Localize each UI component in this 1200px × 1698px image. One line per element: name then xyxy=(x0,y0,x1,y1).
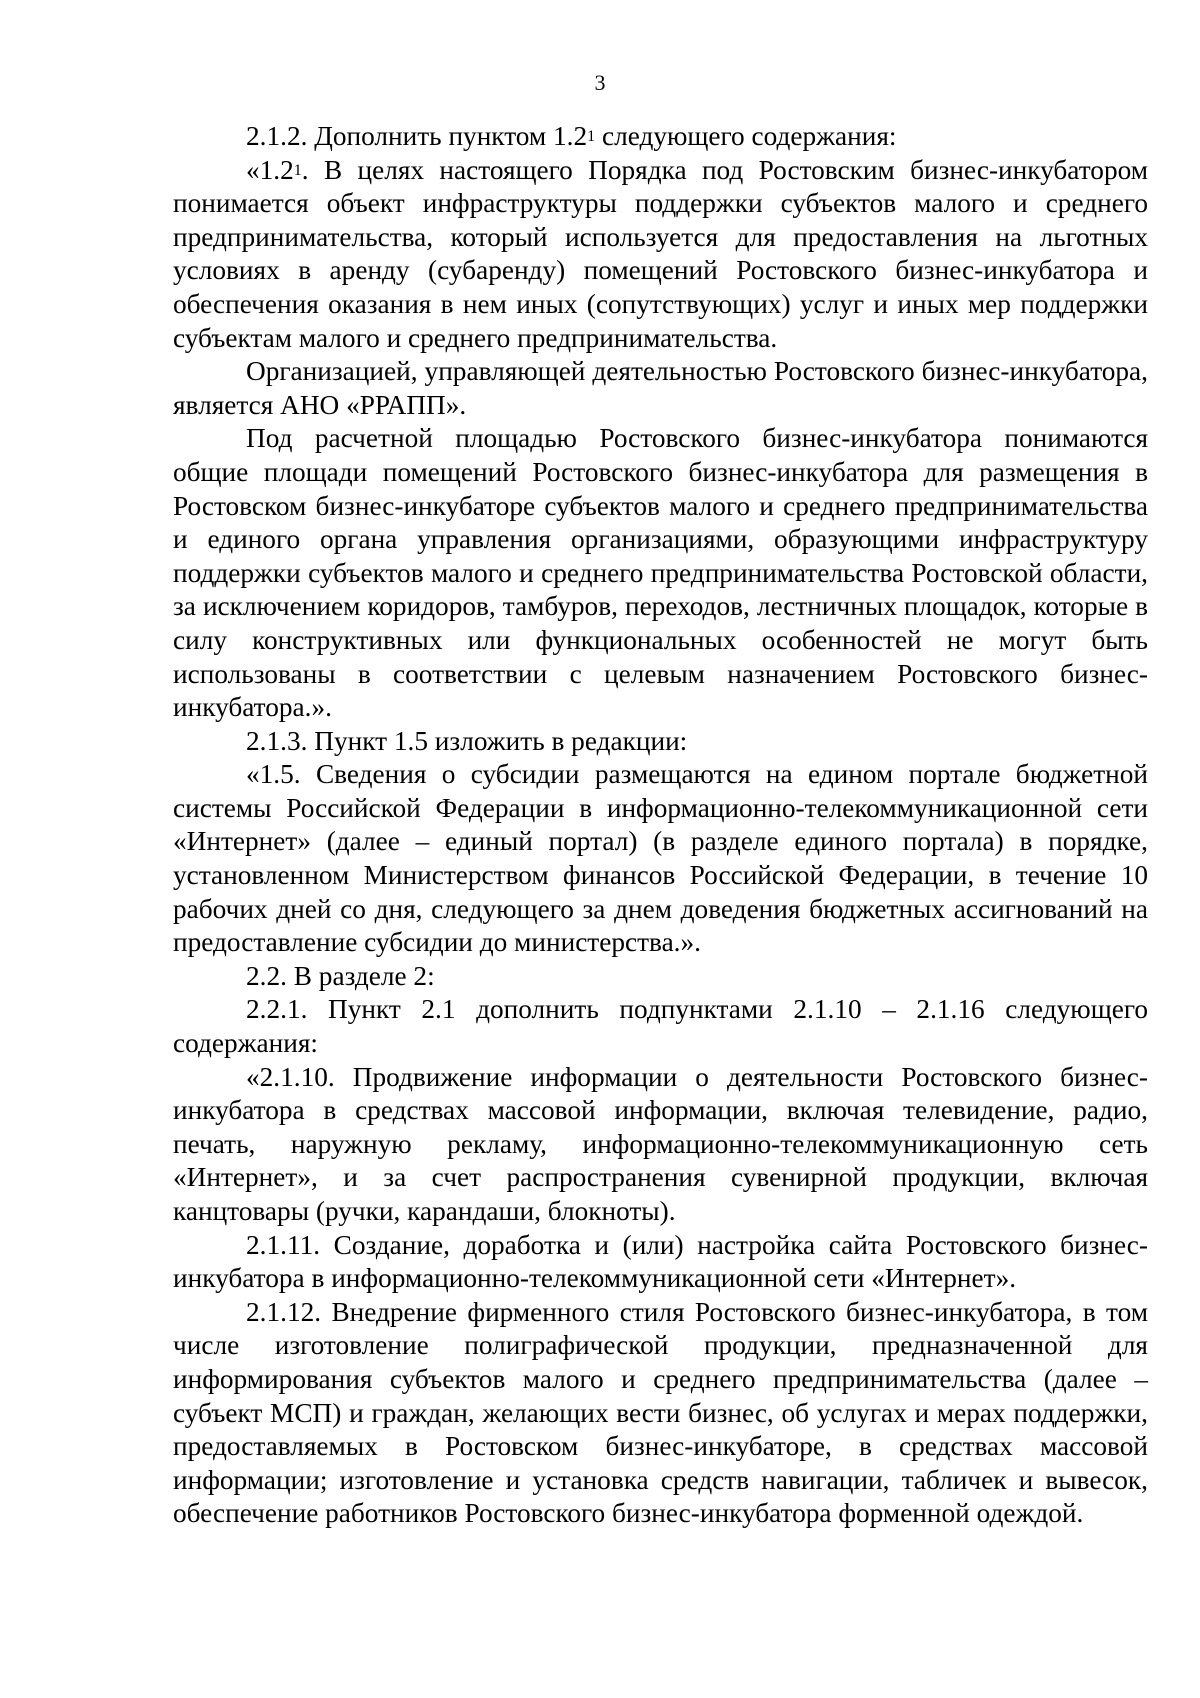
paragraph-text: 2.1.12. Внедрение фирменного стиля Ростовского бизнес-инкубатора, в том числе изготовление полиграфической продукции, предназначенной для информирования субъектов малого и среднего предпринимательства (далее – субъект МСП) и граждан, желающих вести бизнес, об услугах и мерах поддержки, предоставляемых в Ростовском бизнес-инкубаторе, в средствах массовой информации; изготовление и установка средств навигации, табличек и вывесок, обеспечение работников Ростовского бизнес-инкубатора форменной одеждой. xyxy=(173,1296,1148,1529)
paragraph-text: «1.5. Сведения о субсидии размещаются на едином портале бюджетной системы Российской Федерации в информационно-телекоммуникационной сети «Интернет» (далее – единый портал) (в разделе единого портала) в порядке, установленном Министерством финансов Российской Федерации, в течение 10 рабочих дней со дня, следующего за днем доведения бюджетных ассигнований на предоставление субсидии до министерства.». xyxy=(173,759,1148,958)
superscript: 1 xyxy=(293,161,302,179)
paragraph-text: 2.1.11. Создание, доработка и (или) настройка сайта Ростовского бизнес-инкубатора в информационно-телекоммуникационной сети «Интернет». xyxy=(173,1229,1148,1294)
superscript: 1 xyxy=(587,128,596,145)
paragraph-text: следующего содержания: xyxy=(595,121,897,151)
paragraph-1-2-1 xyxy=(173,154,1148,356)
paragraph-2-2 xyxy=(173,960,1148,994)
paragraph-1-5 xyxy=(173,758,1148,960)
paragraph-2-1-2 xyxy=(173,120,1148,154)
paragraph-text: Под расчетной площадью Ростовского бизнес-инкубатора понимаются общие площади помещений Ростовского бизнес-инкубатора для размещения в Ростовском бизнес-инкубаторе субъектов малого и среднего предпринимательства и единого органа управления организациями, образующими инфраструктуру поддержки субъектов малого и среднего предпринимательства Ростовской области, за исключением коридоров, тамбуров, переходов, лестничных площадок, которые в силу конструктивных или функциональных особенностей не могут быть использованы в соответствии с целевым назначением Ростовского бизнес-инкубатора.». xyxy=(173,423,1148,723)
paragraph-text: 2.1.3. Пункт 1.5 изложить в редакции: xyxy=(246,725,688,756)
paragraph-text: . В целях настоящего Порядка под Ростовским бизнес-инкубатором понимается объект инфраструктуры поддержки субъектов малого и среднего предпринимательства, который используется для предоставления на льготных условиях в аренду (субаренду) помещений Ростовского бизнес-инкубатора и обеспечения оказания в нем иных (сопутствующих) услуг и иных мер поддержки субъектам малого и среднего предпринимательства. xyxy=(173,154,1148,353)
paragraph-2-1-10 xyxy=(173,1061,1148,1229)
paragraph-2-2-1 xyxy=(173,993,1148,1060)
paragraph-text: 2.2.1. Пункт 2.1 дополнить подпунктами 2.1.10 – 2.1.16 следующего содержания: xyxy=(173,994,1148,1059)
page-number: 3 xyxy=(594,70,606,95)
paragraph-2-1-12 xyxy=(173,1296,1148,1531)
paragraph-text: 2.1.2. Дополнить пунктом 1.2 xyxy=(246,121,588,151)
paragraph-text: 2.2. В разделе 2: xyxy=(246,960,435,991)
paragraph-text: «2.1.10. Продвижение информации о деятельности Ростовского бизнес-инкубатора в средствах массовой информации, включая телевидение, радио, печать, наружную рекламу, информационно-телекоммуникационную сеть «Интернет», и за счет распространения сувенирной продукции, включая канцтовары (ручки, карандаши, блокноты). xyxy=(173,1061,1148,1226)
paragraph-managing-organization xyxy=(173,355,1148,422)
paragraph-estimated-area xyxy=(173,422,1148,724)
document-body xyxy=(173,120,1148,1531)
paragraph-text: «1.2 xyxy=(246,154,294,185)
paragraph-2-1-3 xyxy=(173,725,1148,759)
paragraph-text: Организацией, управляющей деятельностью Ростовского бизнес-инкубатора, является АНО «РРАПП». xyxy=(173,356,1148,420)
paragraph-2-1-11 xyxy=(173,1229,1148,1296)
